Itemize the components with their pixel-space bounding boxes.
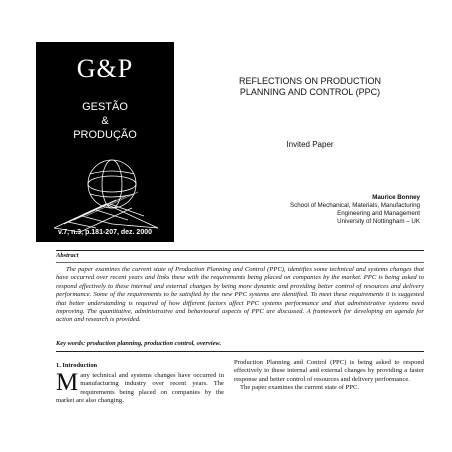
article-type: Invited Paper [286, 140, 334, 149]
author-affiliation-line3: University of Nottingham – UK [337, 218, 420, 225]
journal-volume: v.7, n.3, p.181-207, dez. 2000 [57, 229, 153, 236]
journal-title-line1: GESTÃO [82, 101, 128, 113]
intro-right-paragraph-2: The paper examines the current state of PPC. [240, 383, 360, 391]
abstract-label: Abstract [56, 252, 79, 259]
abstract-bottom-rule [56, 351, 424, 352]
author-name: Maurice Bonney [372, 194, 420, 201]
journal-title [36, 100, 174, 142]
author-affiliation-line1: School of Mechanical, Materials, Manufacturing [289, 202, 420, 209]
article-title [210, 76, 410, 98]
journal-title-line3: PRODUÇÃO [73, 129, 137, 141]
article-title-line1: REFLECTIONS ON PRODUCTION [238, 76, 381, 86]
author-block [190, 194, 420, 226]
journal-title-line2: & [101, 115, 109, 127]
sphere-grid-illustration [50, 154, 162, 234]
author-affiliation-line2: Engineering and Management [337, 210, 420, 217]
abstract-label-rule [56, 262, 424, 263]
keywords: Key words: production planning, production control, overview. [56, 340, 222, 347]
article-title-line2: PLANNING AND CONTROL (PPC) [239, 87, 381, 97]
section-heading-introduction: 1. Introduction [56, 362, 98, 369]
abstract-text: The paper examines the current state of Production Planning and Control (PPC), identifies some technical and systems changes that have occurred over recent years and links these with the requirements being placed on companies by the market. PPC is being asked to respond effectively to these internal and external changes by being more dynamic and providing better control of resources and delivery performance. Some of the requirements to be satisfied by the new PPC systems are identified. To meet these requirements it is suggested that better understanding is required of how different factors affect PPC systems performance and that administrative systems need improving. The quantitative, administrative and behavioural aspects of PPC are discussed. A framework for developing an agenda for action and research is provided. [56, 266, 424, 324]
intro-right-paragraph-1: Production Planning and Control (PPC) is being asked to respond effectively to these internal and external changes by providing a faster response and better control of resources and delivery performance. [234, 359, 424, 383]
intro-left-text: any technical and systems changes have occurred in manufacturing industry over recent years. The requirements being placed on companies by the market are also changing. [56, 372, 224, 404]
journal-cover [36, 42, 174, 242]
drop-cap: M [56, 369, 79, 396]
intro-right-column [234, 359, 424, 392]
intro-left-column [56, 369, 224, 405]
journal-logo: G&P [76, 54, 134, 83]
abstract-top-rule [56, 250, 424, 251]
